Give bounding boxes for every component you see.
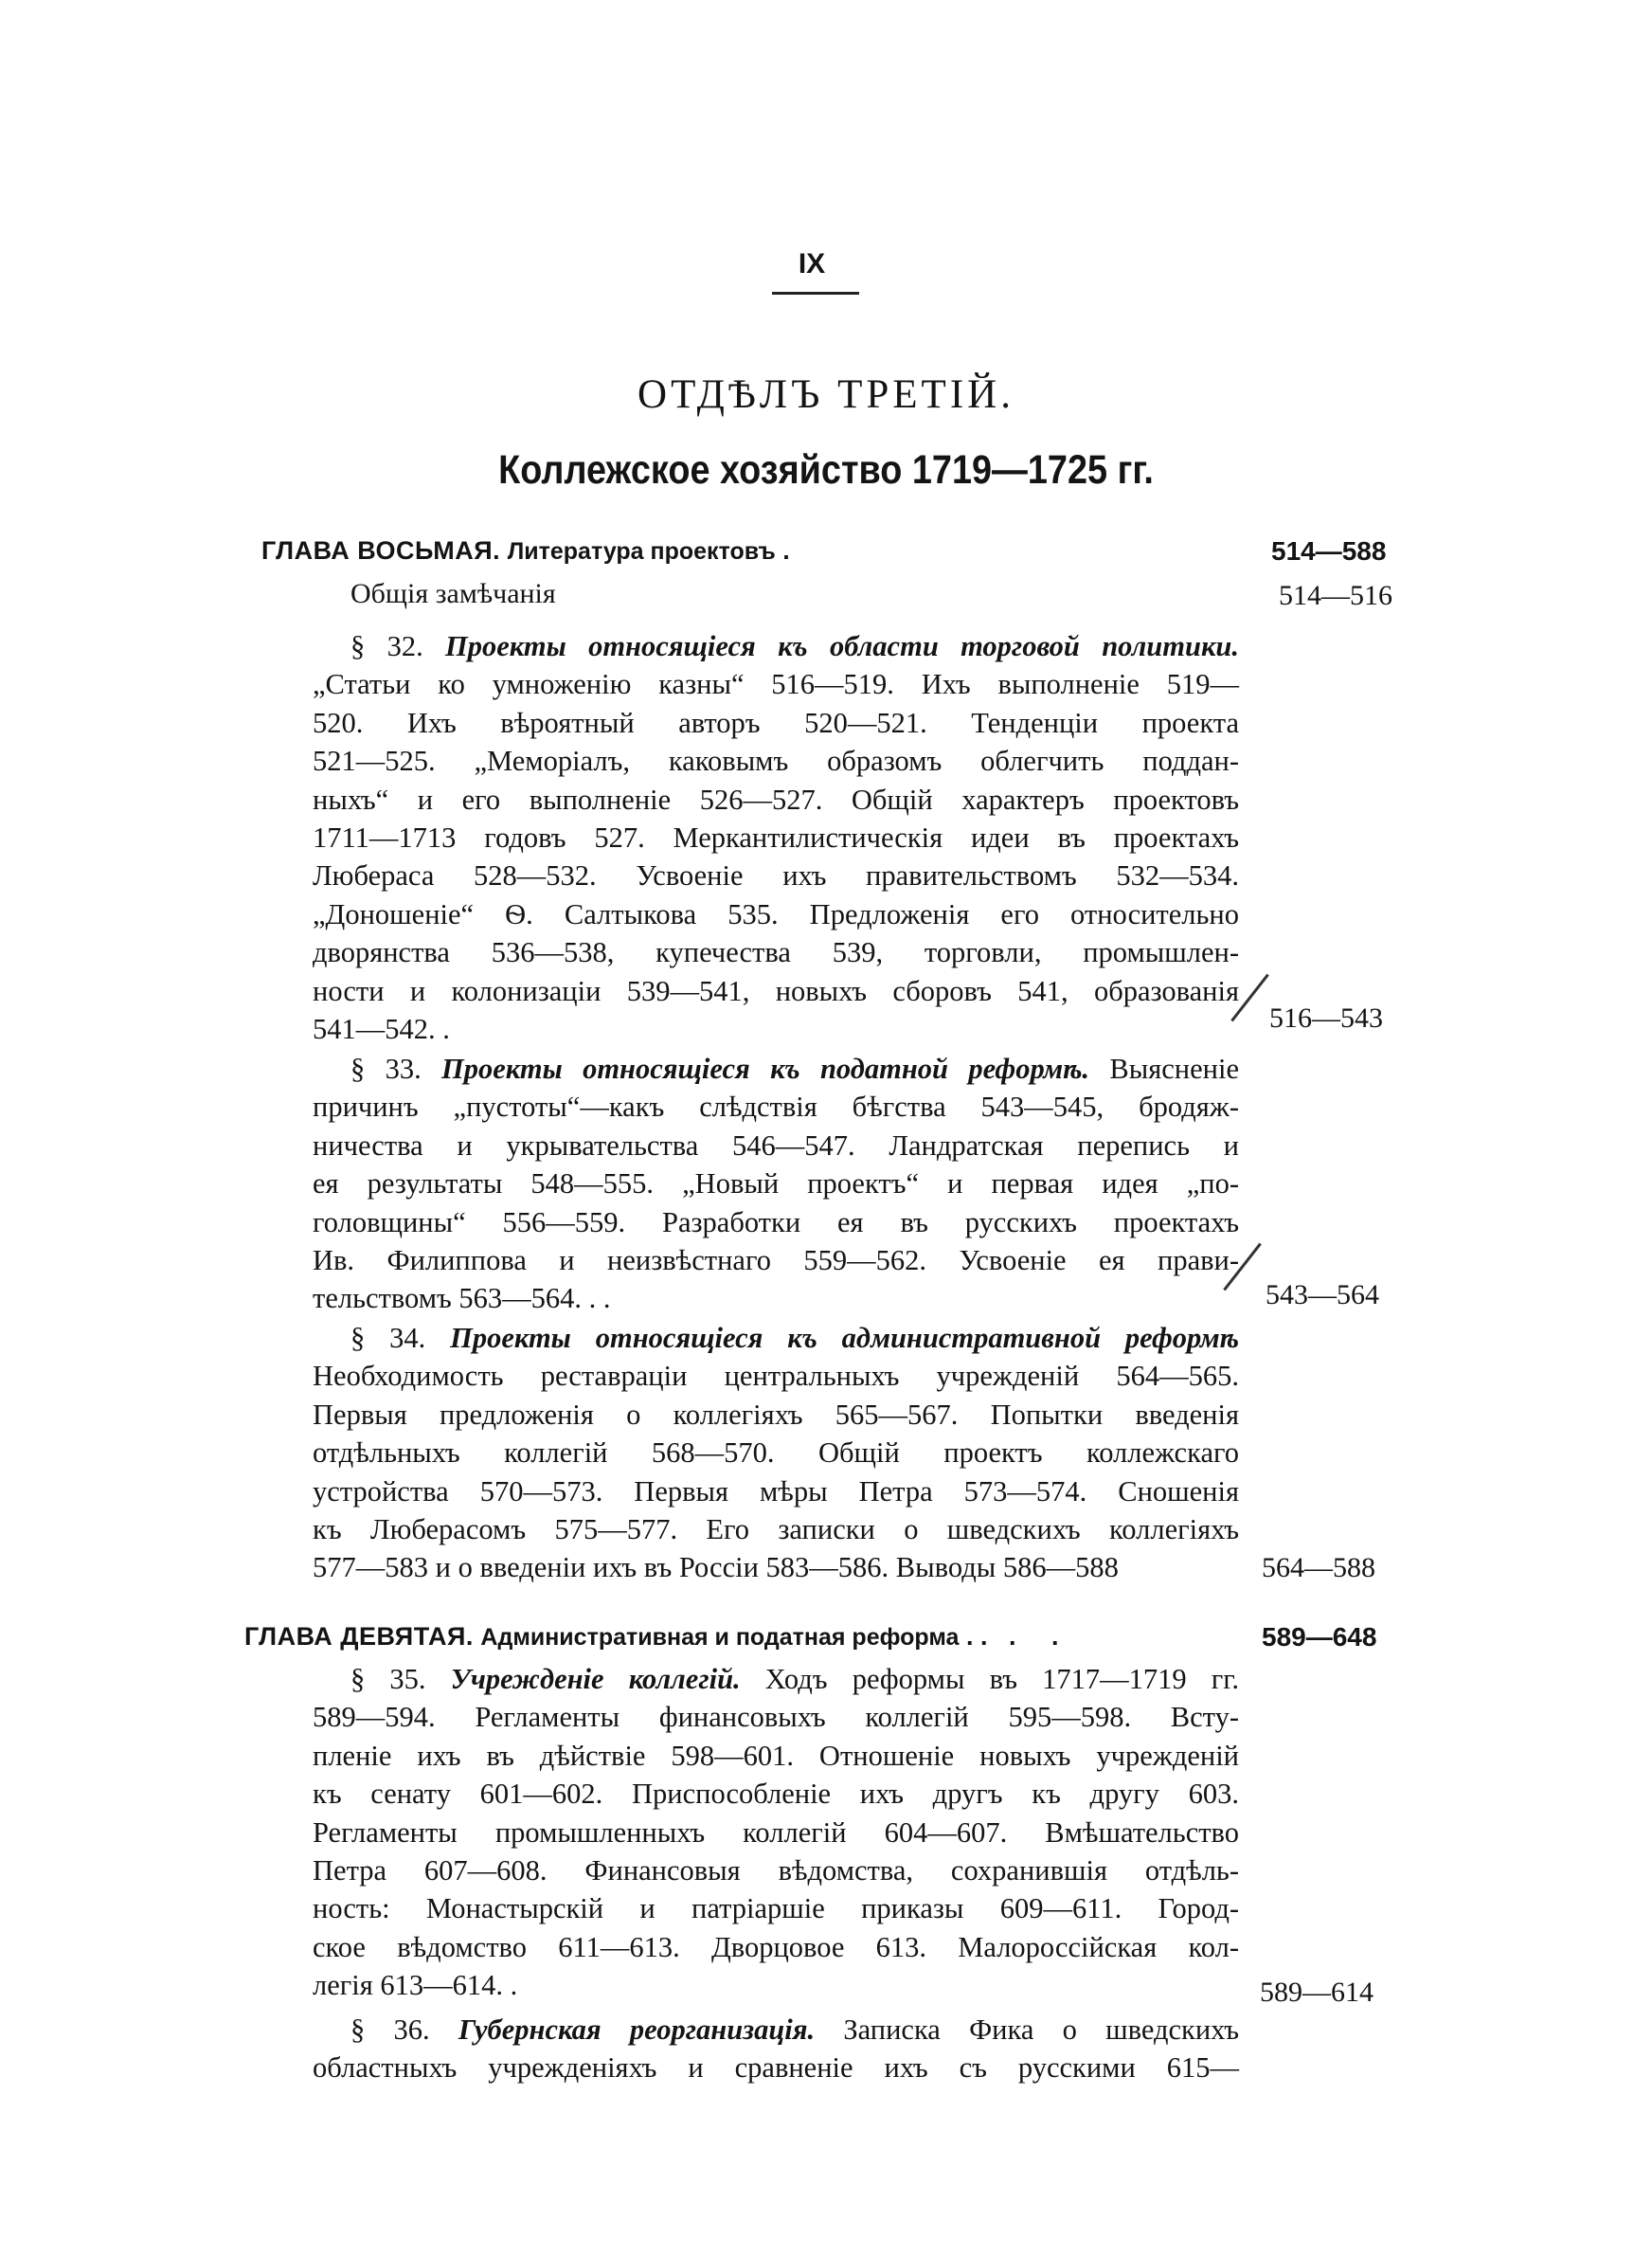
chapter-eight-label: ГЛАВА ВОСЬМАЯ.	[261, 536, 501, 565]
section-32-line: 1711—1713 годовъ 527. Меркантилистическія идеи въ проектахъ	[313, 822, 1239, 854]
chapter-nine-label: ГЛАВА ДЕВЯТАЯ.	[244, 1622, 474, 1651]
section-33-line: § 33. Проекты относящіеся къ податной реформѣ. Выясненіе	[350, 1053, 1239, 1085]
chapter-nine-pages: 589—648	[1262, 1622, 1377, 1652]
section-33-line: причинъ „пустоты“—какъ слѣдствія бѣгства 543—545, бродяж-	[313, 1091, 1239, 1124]
section-35-line: легія 613—614. .	[313, 1969, 518, 2002]
chapter-nine-title-group	[244, 1622, 1058, 1652]
section-34-line: отдѣльныхъ коллегій 568—570. Общій проектъ коллежскаго	[313, 1436, 1239, 1470]
section-34-line: § 34. Проекты относящіеся къ административной реформѣ	[350, 1322, 1239, 1354]
section-33-line: ничества и укрывательства 546—547. Ландратская перепись и	[313, 1128, 1239, 1162]
section-32-line: ныхъ“ и его выполненіе 526—527. Общій характеръ проектовъ	[313, 783, 1239, 816]
section-34-pages: 564—588	[1262, 1552, 1375, 1583]
chapter-nine-title: Административная и податная реформа	[480, 1624, 960, 1651]
section-33-pages: 543—564	[1266, 1279, 1379, 1310]
section-33-line: ея результаты 548—555. „Новый проектъ“ и первая идея „по-	[313, 1167, 1239, 1201]
section-35-line: Петра 607—608. Финансовыя вѣдомства, сохранившія отдѣль-	[313, 1854, 1239, 1887]
section-36-line: областныхъ учрежденіяхъ и сравненіе ихъ съ русскими 615—	[313, 2051, 1239, 2085]
chapter-nine-trail: . . . .	[965, 1622, 1059, 1651]
chapter-eight-pages: 514—588	[1271, 536, 1387, 566]
section-34-line: 577—583 и о введеніи ихъ въ Россіи 583—586. Выводы 586—588	[313, 1551, 1119, 1584]
section-32-line: 521—525. „Меморіалъ, каковымъ образомъ облегчить поддан-	[313, 745, 1239, 778]
section-35-line: ность: Монастырскій и патріаршіе приказы 609—611. Город-	[313, 1892, 1239, 1925]
section-33-line: Ив. Филиппова и неизвѣстнаго 559—562. Усвоеніе ея прави-	[313, 1244, 1239, 1276]
section-35-line: § 35. Учрежденіе коллегій. Ходъ реформы въ 1717—1719 гг.	[350, 1663, 1239, 1695]
section-35-line: пленіе ихъ въ дѣйствіе 598—601. Отношеніе новыхъ учрежденій	[313, 1739, 1239, 1772]
page-number-rule	[772, 292, 859, 295]
general-remarks-pages: 514—516	[1279, 580, 1392, 611]
section-32-line: „Статьи ко умноженію казны“ 516—519. Ихъ выполненіе 519—	[313, 668, 1239, 701]
section-34-line: Необходимость реставраціи центральныхъ учрежденій 564—565.	[313, 1360, 1239, 1393]
section-34-line: Первыя предложенія о коллегіяхъ 565—567. Попытки введенія	[313, 1398, 1239, 1431]
chapter-eight-trail: .	[782, 536, 790, 565]
general-remarks-entry: Общія замѣчанія	[350, 578, 556, 609]
chapter-eight-heading	[0, 536, 1652, 574]
page-number: IX	[798, 248, 826, 280]
section-35-line: ское вѣдомство 611—613. Дворцовое 613. Малороссійская кол-	[313, 1930, 1239, 1963]
section-32-line: ности и колонизаціи 539—541, новыхъ сборовъ 541, образованія	[313, 974, 1239, 1007]
section-35-line: Регламенты промышленныхъ коллегій 604—607. Вмѣшательство	[313, 1815, 1239, 1849]
section-33-line: тельствомъ 563—564. . .	[313, 1282, 611, 1315]
section-35-pages: 589—614	[1260, 1977, 1374, 2008]
section-32-line: Любераса 528—532. Усвоеніе ихъ правительствомъ 532—534.	[313, 859, 1239, 893]
section-33-line: головщины“ 556—559. Разработки ея въ русскихъ проектахъ	[313, 1205, 1239, 1238]
section-34-line: къ Люберасомъ 575—577. Его записки о шведскихъ коллегіяхъ	[313, 1513, 1239, 1545]
section-32-line: дворянства 536—538, купечества 539, торговли, промышлен-	[313, 936, 1239, 969]
chapter-eight-title: Литература проектовъ	[507, 538, 776, 565]
section-32-line: § 32. Проекты относящіеся къ области торговой политики.	[350, 630, 1240, 662]
chapter-nine-heading	[0, 1622, 1652, 1660]
section-35-line: 589—594. Регламенты финансовыхъ коллегій 595—598. Всту-	[313, 1701, 1239, 1734]
section-32-line: 520. Ихъ вѣроятный авторъ 520—521. Тенденціи проекта	[313, 706, 1239, 739]
section-32-line: „Доношеніе“ Ѳ. Салтыкова 535. Предложенія его относительно	[313, 897, 1239, 930]
chapter-eight-title-group	[261, 536, 790, 566]
section-32-line: 541—542. .	[313, 1013, 450, 1045]
section-35-line: къ сенату 601—602. Приспособленіе ихъ другъ къ другу 603.	[313, 1778, 1239, 1811]
part-title: ОТДѢЛЪ ТРЕТІЙ.	[637, 372, 1015, 417]
section-36-line: § 36. Губернская реорганизація. Записка Фика о шведскихъ	[350, 2013, 1240, 2046]
section-32-pages: 516—543	[1269, 1002, 1383, 1034]
part-subtitle: Коллежское хозяйство 1719—1725 гг.	[498, 447, 1154, 493]
section-34-line: устройства 570—573. Первыя мѣры Петра 573—574. Сношенія	[313, 1474, 1239, 1508]
